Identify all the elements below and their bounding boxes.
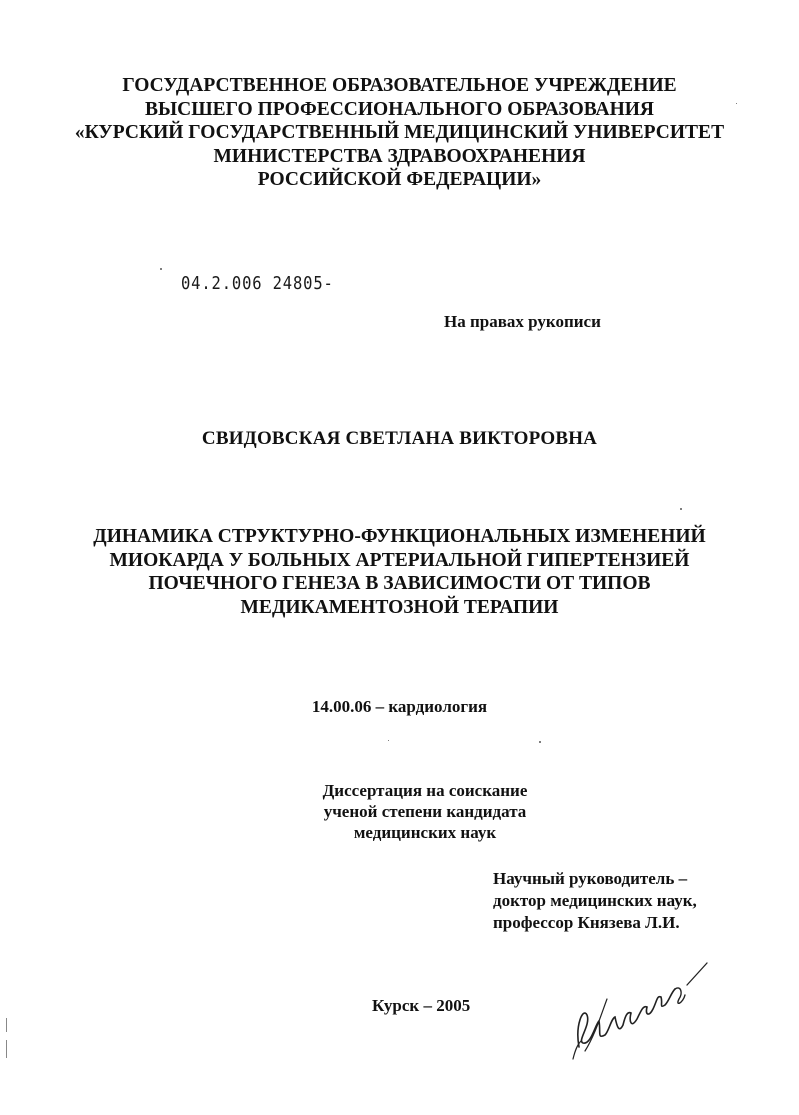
- registration-stamp: 04.2.006 24805-: [181, 273, 334, 294]
- rights-notice: На правах рукописи: [444, 312, 601, 331]
- degree-line: медицинских наук: [353, 823, 497, 842]
- specialty-code: 14.00.06 – кардиология: [311, 697, 488, 716]
- author-name: СВИДОВСКАЯ СВЕТЛАНА ВИКТОРОВНА: [201, 428, 598, 449]
- institution-line: МИНИСТЕРСТВА ЗДРАВООХРАНЕНИЯ: [213, 145, 586, 167]
- title-line: МИОКАРДА У БОЛЬНЫХ АРТЕРИАЛЬНОЙ ГИПЕРТЕНЗИЕЙ: [109, 549, 690, 571]
- scan-speck: [388, 740, 389, 741]
- title-line: ДИНАМИКА СТРУКТУРНО-ФУНКЦИОНАЛЬНЫХ ИЗМЕНЕНИЙ: [93, 526, 706, 547]
- scan-speck: [736, 103, 737, 104]
- dissertation-title: [0, 525, 799, 619]
- institution-line: «КУРСКИЙ ГОСУДАРСТВЕННЫЙ МЕДИЦИНСКИЙ УНИВЕРСИТЕТ: [74, 122, 725, 143]
- degree-statement: [275, 780, 575, 843]
- scan-speck: [680, 508, 682, 510]
- institution-line: ГОСУДАРСТВЕННОЕ ОБРАЗОВАТЕЛЬНОЕ УЧРЕЖДЕНИЕ: [122, 75, 677, 96]
- institution-line: ВЫСШЕГО ПРОФЕССИОНАЛЬНОГО ОБРАЗОВАНИЯ: [144, 98, 655, 120]
- title-line: МЕДИКАМЕНТОЗНОЙ ТЕРАПИИ: [240, 596, 559, 618]
- institution-line: РОССИЙСКОЙ ФЕДЕРАЦИИ»: [257, 169, 542, 190]
- institution-header: [0, 74, 799, 192]
- degree-line: ученой степени кандидата: [323, 802, 527, 821]
- supervisor-line: доктор медицинских наук,: [493, 891, 697, 910]
- supervisor-line: профессор Князева Л.И.: [493, 913, 680, 932]
- supervisor-block: [493, 868, 697, 934]
- supervisor-line: Научный руководитель –: [493, 869, 688, 888]
- title-line: ПОЧЕЧНОГО ГЕНЕЗА В ЗАВИСИМОСТИ ОТ ТИПОВ: [148, 573, 651, 594]
- city-year: Курск – 2005: [372, 996, 471, 1015]
- handwritten-signature: [565, 955, 725, 1065]
- scan-speck: [160, 268, 162, 270]
- scan-margin-mark: [6, 1040, 7, 1058]
- scan-speck: [539, 741, 541, 743]
- scan-margin-mark: [6, 1018, 7, 1032]
- degree-line: Диссертация на соискание: [322, 781, 528, 800]
